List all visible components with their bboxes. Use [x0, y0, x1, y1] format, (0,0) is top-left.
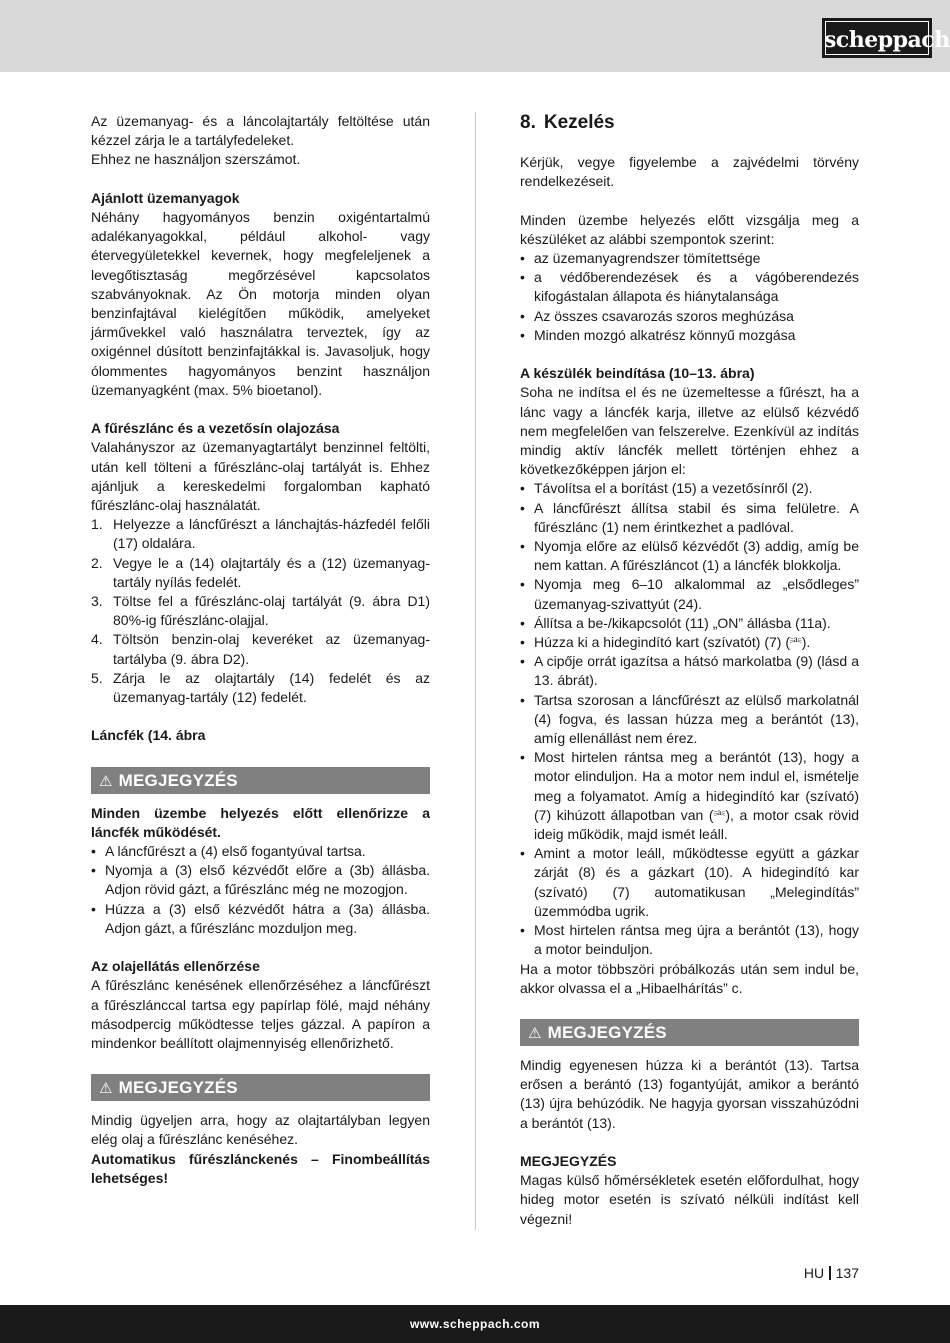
- page-number: [790, 1265, 859, 1281]
- fuel-heading: Ajánlott üzemanyagok: [91, 189, 240, 206]
- list-item: • a védőberendezések és a vágóberendezés kifogástalan állapota és hiánytalansága: [520, 268, 859, 306]
- note-bar: [91, 767, 430, 794]
- list-item: • A cipője orrát igazítsa a hátsó markolatba (9) (lásd a 13. ábrát).: [520, 652, 859, 690]
- list-item: • az üzemanyagrendszer tömítettsége: [520, 249, 859, 268]
- note-label: MEGJEGYZÉS: [547, 1022, 667, 1042]
- brake-bullets: [91, 842, 430, 938]
- list-item: • Az összes csavarozás szoros meghúzása: [520, 307, 859, 326]
- list-item: • A láncfűrészt a (4) első fogantyúval tartsa.: [91, 842, 430, 861]
- list-item: • Távolítsa el a borítást (15) a vezetősínről (2).: [520, 479, 859, 498]
- list-item: • A láncfűrészt állítsa stabil és sima felületre. A fűrészlánc (1) nem érintkezhet a padlóval.: [520, 499, 859, 537]
- brake-heading: Láncfék (14. ábra: [91, 727, 206, 744]
- start-text: Soha ne indítsa el és ne üzemeltesse a fűrészt, ha a lánc vagy a láncfék karja, illetve az elülső kézvédő nem megfelelően van felszerelve. Ezenkívül az indítás mindig aktív láncfék mellett történjen ehhez a következőképpen járjon el:: [520, 384, 859, 478]
- list-item: • Tartsa szorosan a láncfűrészt az elülső markolatnál (4) fogva, és lassan húzza meg a berántót (13), amíg ellenállást nem érez.: [520, 691, 859, 749]
- list-item: • Húzza a (3) első kézvédőt hátra a (3a) állásba. Adjon gázt, a fűrészlánc mozduljon meg.: [91, 900, 430, 938]
- fail-text: Ha a motor többszöri próbálkozás után sem indul be, akkor olvassa el a „Hibaelhárítás” c.: [520, 960, 859, 996]
- fuel-text: Néhány hagyományos benzin oxigéntartalmú adalékanyagokkal, például alkohol- vagy étervegyületekkel kevernek, hogy megfeleljenek a levegőtisztaság megőrzésével kapcsolatos szabványoknak. Az Ön motorja minden olyan benzinfajtával kielégítően működik, amelyeket járművekkel való használatra terveztek, így az oxigénnel dúsított benzinfajtákkal is. Javasoljuk, hogy ólommentes hagyományos benzint használjon üzemanyagként (max. 5% bioetanol).: [91, 209, 430, 398]
- list-item: • Nyomja meg 6–10 alkalommal az „elsődleges” üzemanyag-szivattyút (24).: [520, 575, 859, 613]
- noise-text: Kérjük, vegye figyelembe a zajvédelmi törvény rendelkezéseit.: [520, 154, 859, 190]
- page-lang: HU: [803, 1265, 825, 1281]
- brake-check-text: Minden üzembe helyezés előtt ellenőrizze a láncfék működését.: [91, 804, 430, 840]
- note2-heading: MEGJEGYZÉS: [520, 1152, 617, 1169]
- start-heading: A készülék beindítása (10–13. ábra): [520, 365, 755, 382]
- header-band: [0, 0, 950, 72]
- column-divider: [475, 112, 476, 1230]
- note-text: Mindig egyenesen húzza ki a berántót (13). Tartsa erősen a berántó (13) fogantyúját, amikor a berántó (13) újra behúzódik. Ne hagyja gyorsan visszahúzódni a berántót (13).: [520, 1056, 859, 1131]
- check-intro: Minden üzembe helyezés előtt vizsgálja meg a készüléket az alábbi szempontok szerint:: [520, 211, 859, 247]
- left-column: [91, 112, 430, 1188]
- right-column: [520, 112, 859, 1229]
- page-number-value: 137: [835, 1265, 859, 1281]
- footer-band: [0, 1305, 950, 1343]
- intro-text: Az üzemanyag- és a láncolajtartály feltöltése után kézzel zárja le a tartályfedeleket.: [91, 113, 430, 149]
- list-item: 1. Helyezze a láncfűrészt a lánchajtás-házfedél felőli (17) oldalára.: [91, 516, 430, 552]
- list-item: • Most hirtelen rántsa meg újra a berántót (13), hogy a motor beinduljon.: [520, 921, 859, 959]
- list-item: 2. Vegye le a (14) olajtartály és a (12) üzemanyag-tartály nyílás fedelét.: [91, 554, 430, 590]
- start-bullets: [520, 479, 859, 959]
- check-bullets: [520, 249, 859, 345]
- list-item: • Most hirtelen rántsa meg a berántót (13), hogy a motor elinduljon. Ha a motor nem indul el, ismételje meg a folyamatot. Amíg a hidegindító kar (szívató) (7) kihúzott állapotban van (⎃), a motor csak rövid ideig működik, majd ismét leáll.: [520, 748, 859, 844]
- list-item: 3. Töltse fel a fűrészlánc-olaj tartályát (9. ábra D1) 80%-ig fűrészlánc-olajjal.: [91, 593, 430, 629]
- scheppach-logo: scheppach: [822, 18, 932, 58]
- list-item: • Állítsa a be-/kikapcsolót (11) „ON” állásba (11a).: [520, 614, 859, 633]
- list-item: • Minden mozgó alkatrész könnyű mozgása: [520, 326, 859, 345]
- oilcheck-heading: Az olajellátás ellenőrzése: [91, 958, 260, 975]
- oil-text: Valahányszor az üzemanyagtartályt benzinnel feltölti, után kell tölteni a fűrészlánc-olaj tartályát is. Ehhez ajánljuk a kereskedelmi forgalomban kapható fűrészlánc-olaj használatát.: [91, 439, 430, 514]
- list-item: • Amint a motor leáll, működtesse együtt a gázkar zárját (8) és a gázkart (10). A hidegindító kar (szívató) (7) automatikusan „Melegindítás” üzemmódba ugrik.: [520, 844, 859, 921]
- note-text: Mindig ügyeljen arra, hogy az olajtartályban legyen elég olaj a fűrészlánc kenéséhez.: [91, 1112, 430, 1148]
- list-item: 5. Zárja le az olajtartály (14) fedelét és az üzemanyag-tartály (12) fedelét.: [91, 669, 430, 706]
- page-separator: [829, 1266, 831, 1280]
- section-title: 8. Kezelés: [520, 112, 615, 133]
- warning-icon: ⚠: [99, 1080, 113, 1098]
- oil-steps-list: [91, 515, 430, 707]
- note-label: MEGJEGYZÉS: [118, 770, 238, 790]
- list-item: • Nyomja előre az elülső kézvédőt (3) addig, amíg be nem kattan. A fűrészláncot (1) a láncfék blokkolja.: [520, 537, 859, 575]
- oil-heading: A fűrészlánc és a vezetősín olajozása: [91, 420, 340, 437]
- footer-url[interactable]: www.scheppach.com: [409, 1317, 541, 1331]
- note-bold-text: Automatikus fűrészlánckenés – Finombeállítás lehetséges!: [91, 1150, 430, 1186]
- note-bar: [91, 1074, 430, 1101]
- note-label: MEGJEGYZÉS: [118, 1078, 238, 1098]
- list-item: • Húzza ki a hidegindító kart (szívatót) (7) (⎃).: [520, 633, 859, 652]
- warning-icon: ⚠: [99, 772, 113, 790]
- warning-icon: ⚠: [528, 1024, 542, 1042]
- list-item: 4. Töltsön benzin-olaj keveréket az üzemanyag-tartályba (9. ábra D2).: [91, 631, 430, 667]
- intro-text-2: Ehhez ne használjon szerszámot.: [91, 151, 301, 168]
- note2-text: Magas külső hőmérsékletek esetén előfordulhat, hogy hideg motor esetén is szívató nélküli indítást kell végezni!: [520, 1172, 859, 1227]
- note-bar: [520, 1019, 859, 1046]
- list-item: • Nyomja a (3) első kézvédőt előre a (3b) állásba. Adjon rövid gázt, a fűrészlánc még ne mozogjon.: [91, 861, 430, 899]
- oilcheck-text: A fűrészlánc kenésének ellenőrzéséhez a láncfűrészt a fűrészlánccal tartsa egy papírlap fölé, majd néhány másodpercig működtesse teljes gázzal. A papíron a mindenkor beállított olajmennyiség ellenőrizhető.: [91, 977, 430, 1052]
